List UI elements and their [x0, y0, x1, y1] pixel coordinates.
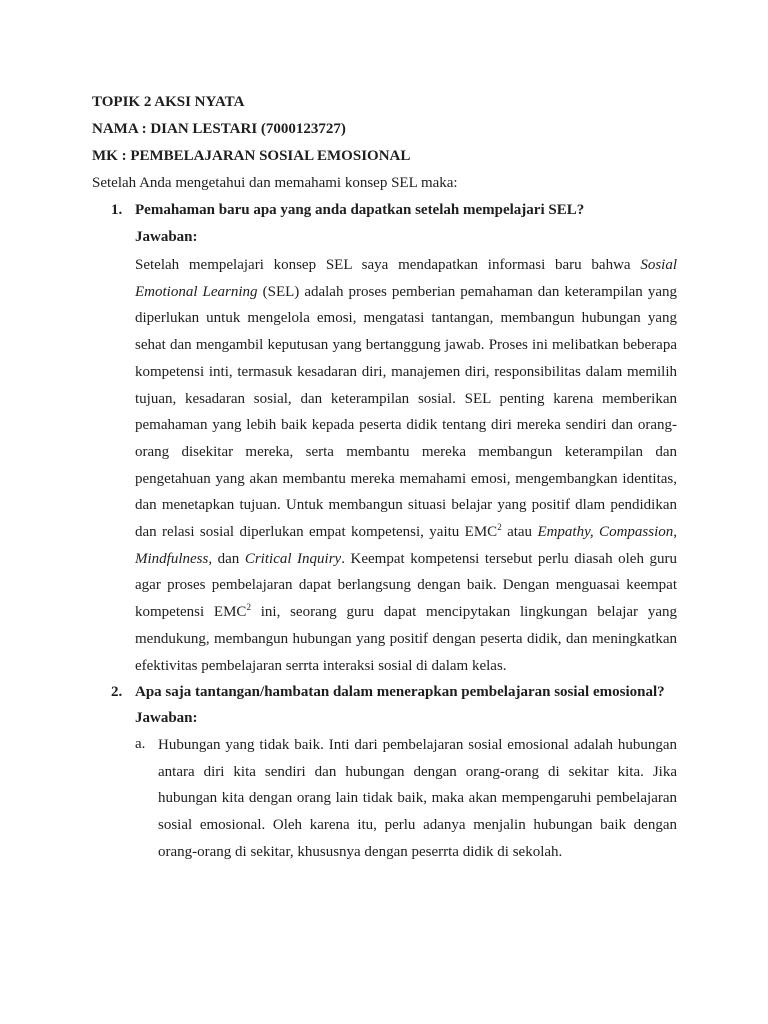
- answer-1-text-part-1: Setelah mempelajari konsep SEL saya mendapatkan informasi baru bahwa: [135, 257, 641, 273]
- answer-1-superscript-2: 2: [246, 602, 251, 613]
- question-2-number: 2.: [111, 684, 123, 700]
- answer-1-text-part-3: atau: [501, 524, 538, 541]
- answer-1-term-critical-inquiry: Critical Inquiry: [244, 550, 342, 567]
- question-1-text: Pemahaman baru apa yang anda dapatkan setelah mempelajari SEL?: [135, 202, 585, 218]
- answer-1-text-part-2: (SEL) adalah proses pemberian pemahaman dan keterampilan yang diperlukan untuk mengelola emosi, mengatasi tantangan, membangun hubungan yang sehat dan mengambil keputusan yang bertanggung jawab. Proses ini melibatkan beberapa kompetensi inti, termasuk kesadaran diri, manajemen diri, responsibilitas dalam memilih tujuan, kesadaran sosial, dan keterampilan sosial. SEL penting karena memberikan pemahaman yang lebih baik kepada peserta didik tentang diri mereka sendiri dan orang-orang disekitar mereka, serta membantu mereka membangun keterampilan dan pengetahuan yang akan membantu mereka memahami emosi, mengembangkan identitas, dan menetapkan tujuan. Untuk membangun situasi belajar yang positif dlam pendidikan dan relasi sosial diperlukan empat kompetensi, yaitu EMC: [135, 283, 677, 541]
- answer-1-text-part-4: dan: [212, 550, 245, 567]
- course-title: MK : PEMBELAJARAN SOSIAL EMOSIONAL: [92, 148, 411, 164]
- answer-1-term-sel: Sosial Emotional Learning: [135, 257, 677, 300]
- question-2-answer-label: Jawaban:: [135, 710, 198, 726]
- topic-heading: TOPIK 2 AKSI NYATA: [92, 94, 245, 110]
- question-1-answer-label: Jawaban:: [135, 229, 198, 245]
- intro-text: Setelah Anda mengetahui dan memahami konsep SEL maka:: [92, 175, 458, 191]
- answer-2-item-a-text: Hubungan yang tidak baik. Inti dari pembelajaran sosial emosional adalah hubungan antara diri kita sendiri dan hubungan dengan orang-orang di sekitar kita. Jika hubungan kita dengan orang lain tidak baik, maka akan mempengaruhi pembelajaran sosial emosional. Oleh karena itu, perlu adanya menjalin hubungan baik dengan orang-orang di sekitar, khususnya dengan peserrta didik di sekolah.: [158, 737, 677, 860]
- answer-1-superscript-1: 2: [497, 522, 502, 533]
- question-1-number: 1.: [111, 202, 123, 218]
- answer-2-item-a-letter: a.: [135, 736, 146, 752]
- question-2-text: Apa saja tantangan/hambatan dalam menerapkan pembelajaran sosial emosional?: [135, 684, 665, 700]
- answer-1-term-emc: Empathy, Compassion, Mindfulness,: [135, 524, 677, 567]
- answer-1-text-part-6: ini, seorang guru dapat mencipytakan lingkungan belajar yang mendukung, membangun hubungan yang positif dengan peserta didik, dan meningkatkan efektivitas pembelajaran serrta interaksi sosial di dalam kelas.: [135, 604, 677, 674]
- student-name: NAMA : DIAN LESTARI (7000123727): [92, 121, 346, 137]
- answer-1-text-part-5: . Keempat kompetensi tersebut perlu diasah oleh guru agar proses pembelajaran dapat berlangsung dengan baik. Dengan menguasai keempat kompetensi EMC: [135, 550, 677, 621]
- question-1-answer: [135, 252, 677, 679]
